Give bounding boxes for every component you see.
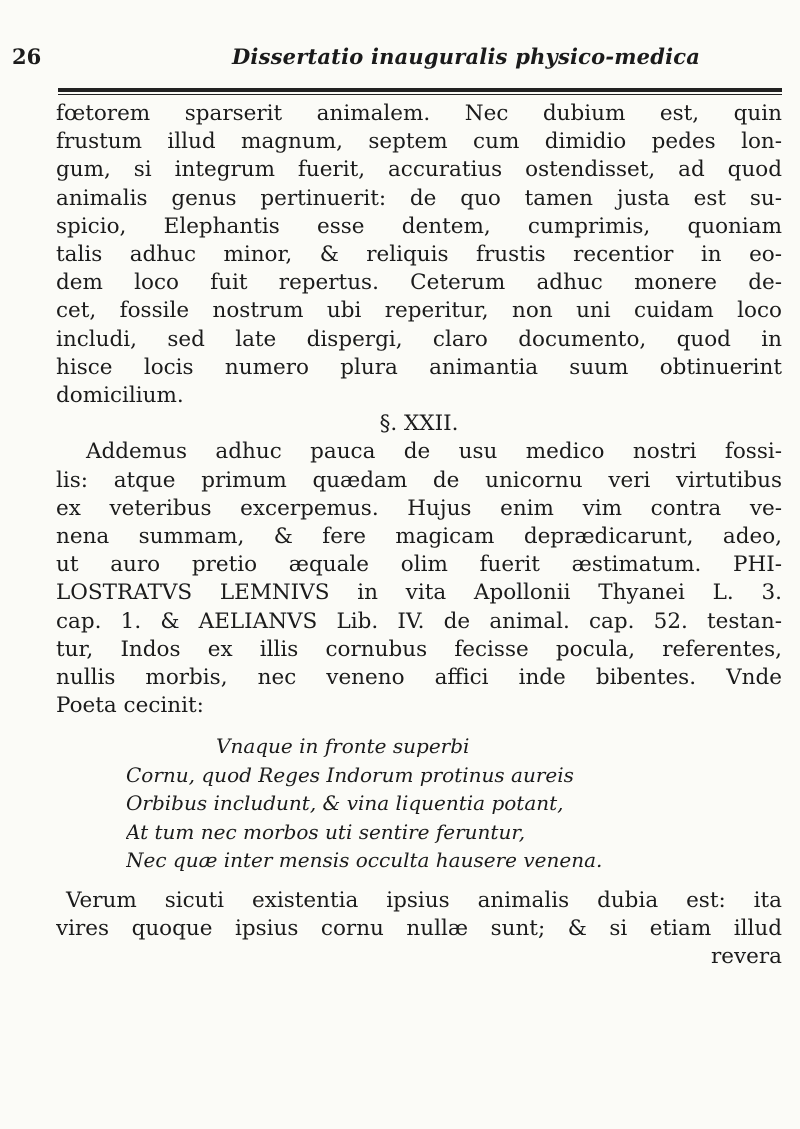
text-line: Verum sicuti existentia ipsius animalis dubia est: ita [66, 887, 782, 913]
page-header [12, 44, 782, 80]
text-line: hisce locis numero plura animantia suum obtinuerint [56, 354, 782, 380]
paragraph-1 [56, 100, 782, 410]
poem-line: Nec quæ inter mensis occulta hausere venena. [126, 848, 603, 873]
page-number: 26 [12, 44, 42, 69]
poem-line: Vnaque in fronte superbi [216, 734, 470, 759]
text-line: includi, sed late dispergi, claro documento, quod in [56, 326, 782, 352]
header-rule [58, 88, 782, 95]
poem-line: At tum nec morbos uti sentire feruntur, [126, 819, 526, 844]
text-line: vires quoque ipsius cornu nullæ sunt; & si etiam illud [56, 916, 782, 942]
text-line: ut auro pretio æquale olim fuerit æstimatum. PHI- [56, 552, 782, 578]
text-line: Addemus adhuc pauca de usu medico nostri fossi- [86, 439, 782, 465]
text-line: ex veteribus excerpemus. Hujus enim vim contra ve- [56, 495, 782, 521]
text-line: tur, Indos ex illis cornubus fecisse pocula, referentes, [56, 636, 782, 662]
text-line: LOSTRATVS LEMNIVS in vita Apollonii Thyanei L. 3. [56, 580, 782, 606]
text-line: spicio, Elephantis esse dentem, cumprimis, quoniam [56, 213, 782, 239]
text-line: cet, fossile nostrum ubi reperitur, non uni cuidam loco [56, 298, 782, 324]
text-line: nullis morbis, nec veneno affici inde bibentes. Vnde [56, 665, 782, 691]
text-line: domicilium. [56, 383, 184, 409]
text-line: lis: atque primum quædam de unicornu veri virtutibus [56, 467, 782, 493]
poem-quote [56, 732, 782, 875]
text-line: frustum illud magnum, septem cum dimidio pedes lon- [56, 129, 782, 155]
text-line: animalis genus pertinuerit: de quo tamen justa est su- [56, 185, 782, 211]
catchword: revera [711, 944, 782, 970]
paragraph-3 [56, 887, 782, 972]
poem-line: Orbibus includunt, & vina liquentia potant, [126, 791, 564, 816]
text-line: gum, si integrum fuerit, accuratius ostendisset, ad quod [56, 157, 782, 183]
text-line: dem loco fuit repertus. Ceterum adhuc monere de- [56, 270, 782, 296]
body-text [56, 100, 782, 972]
text-line: nena summam, & fere magicam deprædicarunt, adeo, [56, 524, 782, 550]
running-title: Dissertatio inauguralis physico-medica [232, 44, 701, 69]
text-line: talis adhuc minor, & reliquis frustis recentior in eo- [56, 242, 782, 268]
text-line: cap. 1. & AELIANVS Lib. IV. de animal. cap. 52. testan- [56, 608, 782, 634]
section-heading: §. XXII. [379, 411, 459, 437]
poem-line: Cornu, quod Reges Indorum protinus aureis [126, 762, 574, 787]
text-line: fœtorem sparserit animalem. Nec dubium est, quin [56, 101, 782, 126]
text-line: Poeta cecinit: [56, 693, 204, 719]
paragraph-2 [56, 438, 782, 720]
